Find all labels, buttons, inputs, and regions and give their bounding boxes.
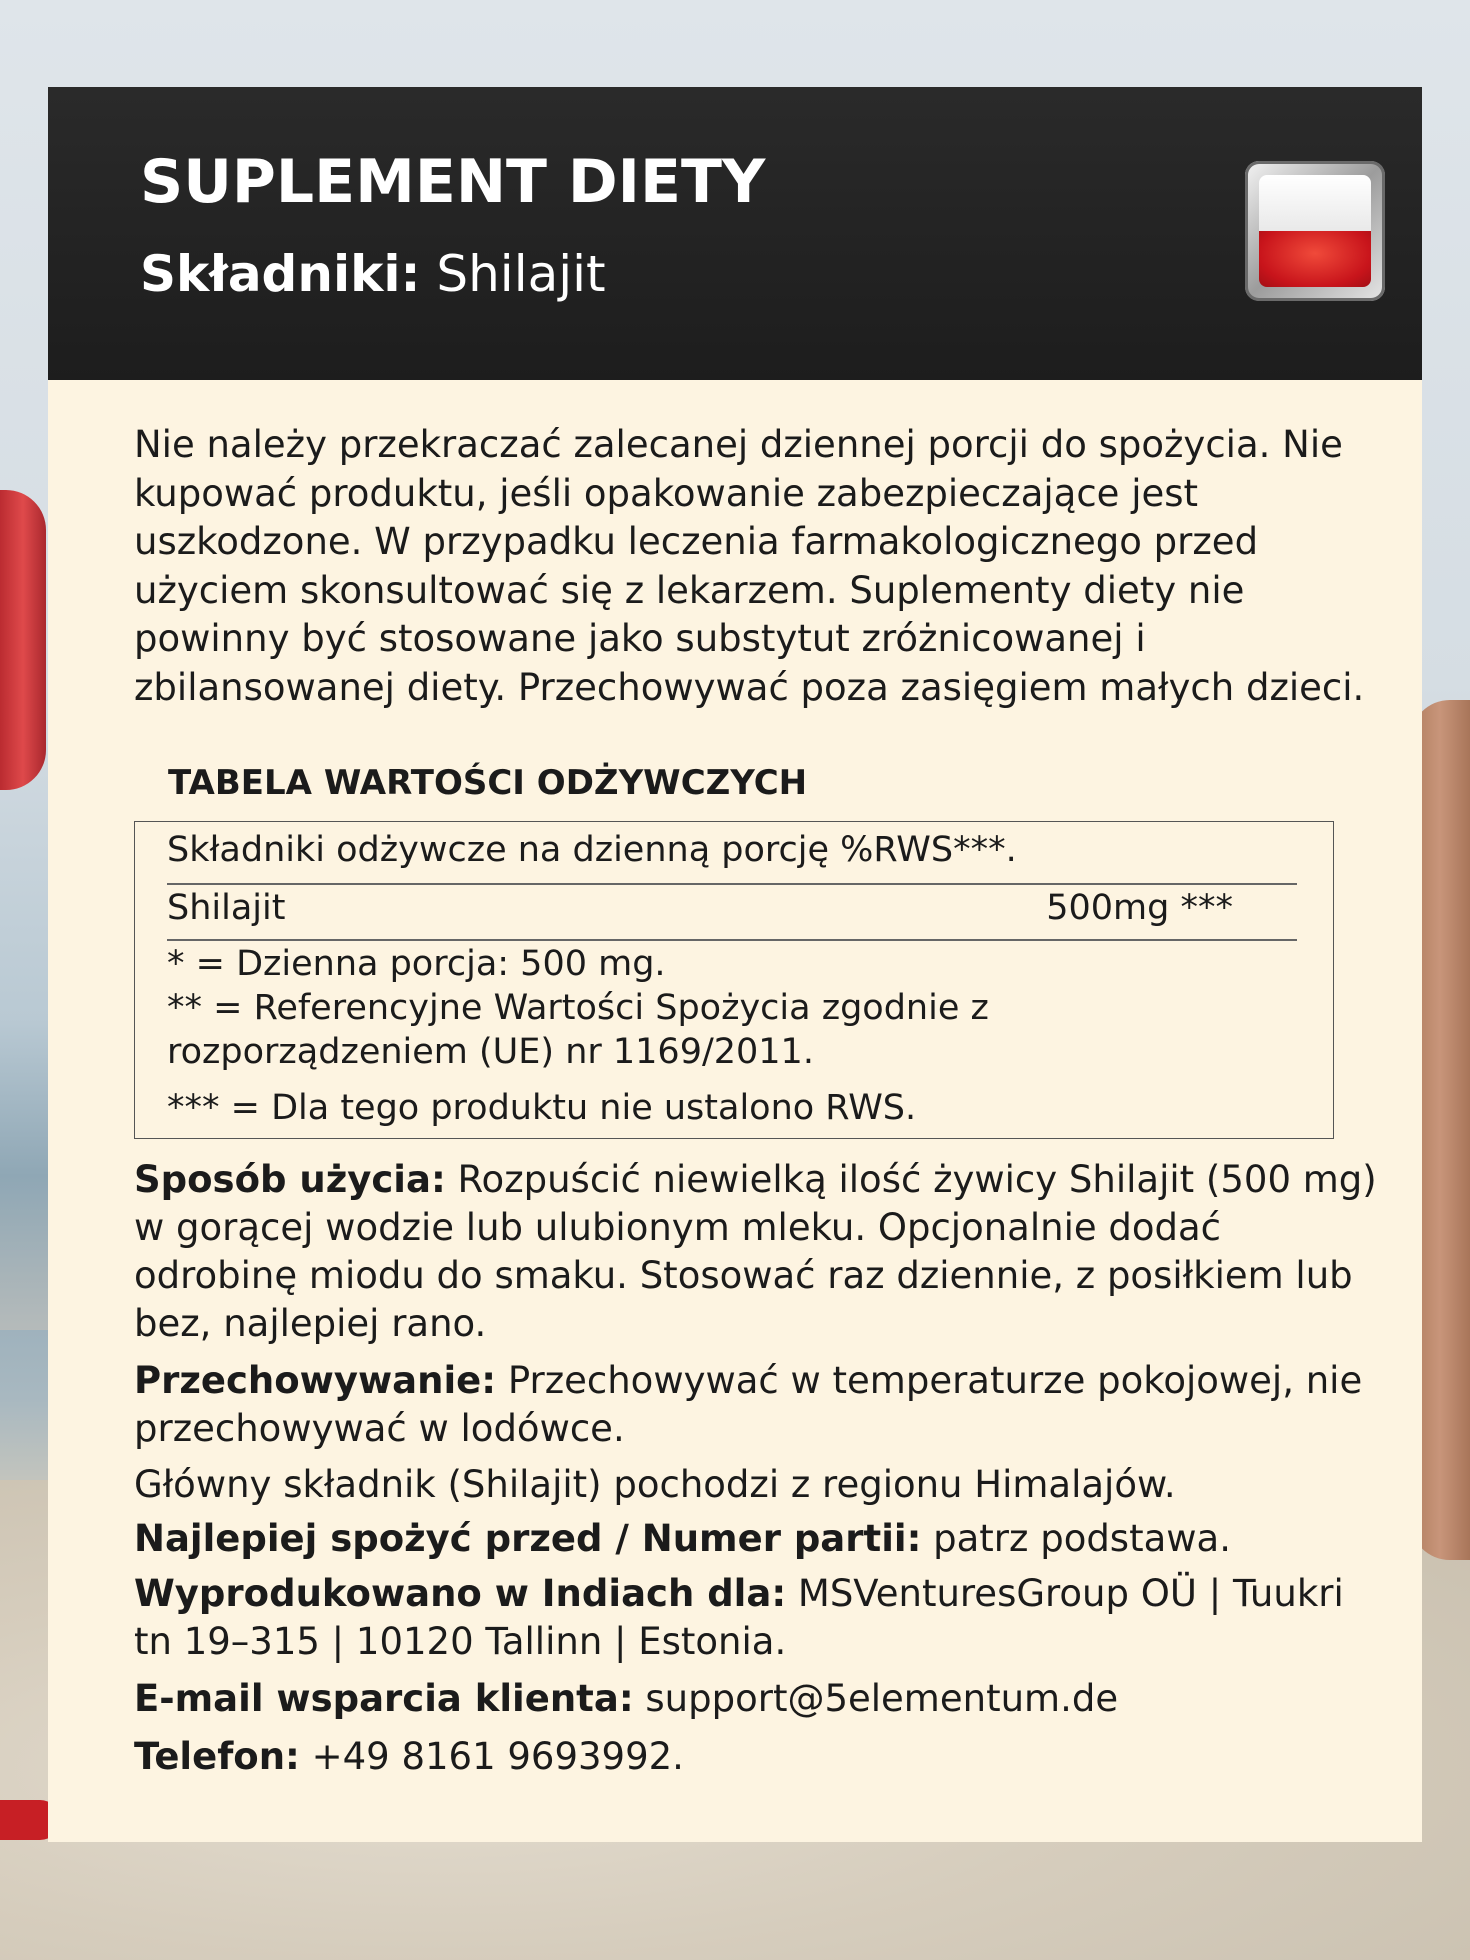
table-divider [167,939,1297,941]
email-address: support@5elementum.de [645,1677,1119,1720]
label-card [48,87,1422,1842]
flag-white-stripe [1259,175,1371,231]
table-footnotes [167,942,1297,1130]
phone-number: +49 8161 9693992. [311,1735,684,1778]
manufacturer-label: Wyprodukowano w Indiach dla: [134,1572,787,1615]
table-row [167,888,1297,928]
manufacturer-paragraph [134,1570,1384,1666]
usage-paragraph [134,1156,1384,1348]
flag-red-stripe [1259,231,1371,287]
phone-label: Telefon: [134,1735,300,1778]
footnote: ** = Referencyjne Wartości Spożycia zgodnie z [167,988,989,1028]
email-paragraph [134,1675,1384,1723]
ingredients-label: Składniki: [140,245,421,303]
nutrient-value: 500mg *** [1046,888,1233,928]
nutrition-table-title: TABELA WARTOŚCI ODŻYWCZYCH [168,763,808,803]
origin-paragraph: Główny składnik (Shilajit) pochodzi z regionu Himalajów. [134,1463,1176,1506]
warning-text: Nie należy przekraczać zalecanej dziennej porcji do spożycia. Nie kupować produktu, jeśli opakowanie zabezpieczające jest uszkodzone. W przypadku leczenia farmakologicznego przed użyciem skonsultować się z lekarzem. Suplementy diety nie powinny być stosowane jako substytut zróżnicowanej i zbilansowanej diety. Przechowywać poza zasięgiem małych dzieci. [134,423,1365,709]
storage-text: Przechowywać w temperaturze pokojowej, nie przechowywać w lodówce. [134,1359,1363,1450]
nutrient-name: Shilajit [167,888,286,928]
best-before-text: patrz podstawa. [933,1517,1231,1560]
footnote: * = Dzienna porcja: 500 mg. [167,944,666,984]
storage-paragraph [134,1357,1384,1453]
footnote: rozporządzeniem (UE) nr 1169/2011. [167,1032,814,1072]
label-header [48,87,1422,380]
manufacturer-text: MSVenturesGroup OÜ | Tuukri tn 19–315 | 10120 Tallinn | Estonia. [134,1572,1344,1663]
phone-paragraph [134,1733,1384,1781]
email-label: E-mail wsparcia klienta: [134,1677,634,1720]
footnote: *** = Dla tego produktu nie ustalono RWS. [167,1088,917,1128]
poland-flag-icon [1245,161,1385,301]
background-rope [0,490,46,790]
table-divider [167,883,1297,885]
storage-label: Przechowywanie: [134,1359,497,1402]
ingredients-value: Shilajit [436,245,606,303]
best-before-paragraph [134,1515,1384,1563]
nutrition-table [134,821,1334,1139]
ingredients-line [140,245,606,303]
page-title: SUPLEMENT DIETY [140,147,766,217]
best-before-label: Najlepiej spożyć przed / Numer partii: [134,1517,922,1560]
nutrition-table-header: Składniki odżywcze na dzienną porcję %RWS***. [167,830,1017,870]
usage-text: Rozpuścić niewielką ilość żywicy Shilajit (500 mg) w gorącej wodzie lub ulubionym mleku. Opcjonalnie dodać odrobinę miodu do smaku. Stosować raz dziennie, z posiłkiem lub bez, najlepiej rano. [134,1158,1377,1345]
usage-label: Sposób użycia: [134,1158,446,1201]
